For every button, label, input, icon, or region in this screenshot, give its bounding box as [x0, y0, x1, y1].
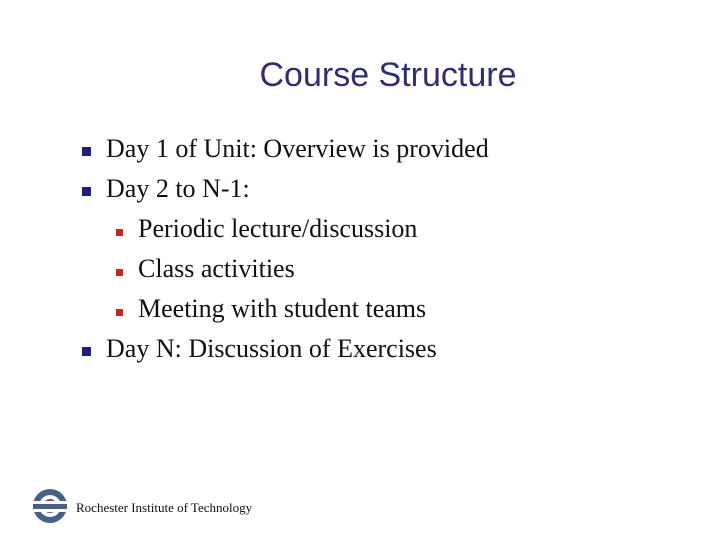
- rit-logo-icon: [30, 486, 70, 526]
- bullet-text: Day N: Discussion of Exercises: [106, 334, 437, 363]
- institution-name: Rochester Institute of Technology: [76, 499, 253, 515]
- bullet-item: [0, 172, 720, 212]
- slide-title: Course Structure: [259, 56, 517, 94]
- bullet-item: [0, 132, 720, 172]
- slide-footer: [30, 486, 252, 526]
- bullet-text: Day 1 of Unit: Overview is provided: [106, 134, 489, 163]
- square-sub-bullet-icon: [116, 229, 123, 236]
- square-bullet-icon: [82, 147, 91, 156]
- square-bullet-icon: [82, 347, 91, 356]
- square-bullet-icon: [82, 187, 91, 196]
- sub-bullet-text: Class activities: [138, 254, 295, 283]
- square-sub-bullet-icon: [116, 309, 123, 316]
- bullet-text: Day 2 to N-1:: [106, 174, 250, 203]
- bullet-list: [0, 132, 720, 372]
- sub-bullet-item: [0, 252, 720, 292]
- sub-bullet-item: [0, 292, 720, 332]
- bullet-item: [0, 332, 720, 372]
- sub-bullet-text: Meeting with student teams: [138, 294, 427, 323]
- sub-bullet-text: Periodic lecture/discussion: [138, 214, 418, 243]
- square-sub-bullet-icon: [116, 269, 123, 276]
- sub-bullet-item: [0, 212, 720, 252]
